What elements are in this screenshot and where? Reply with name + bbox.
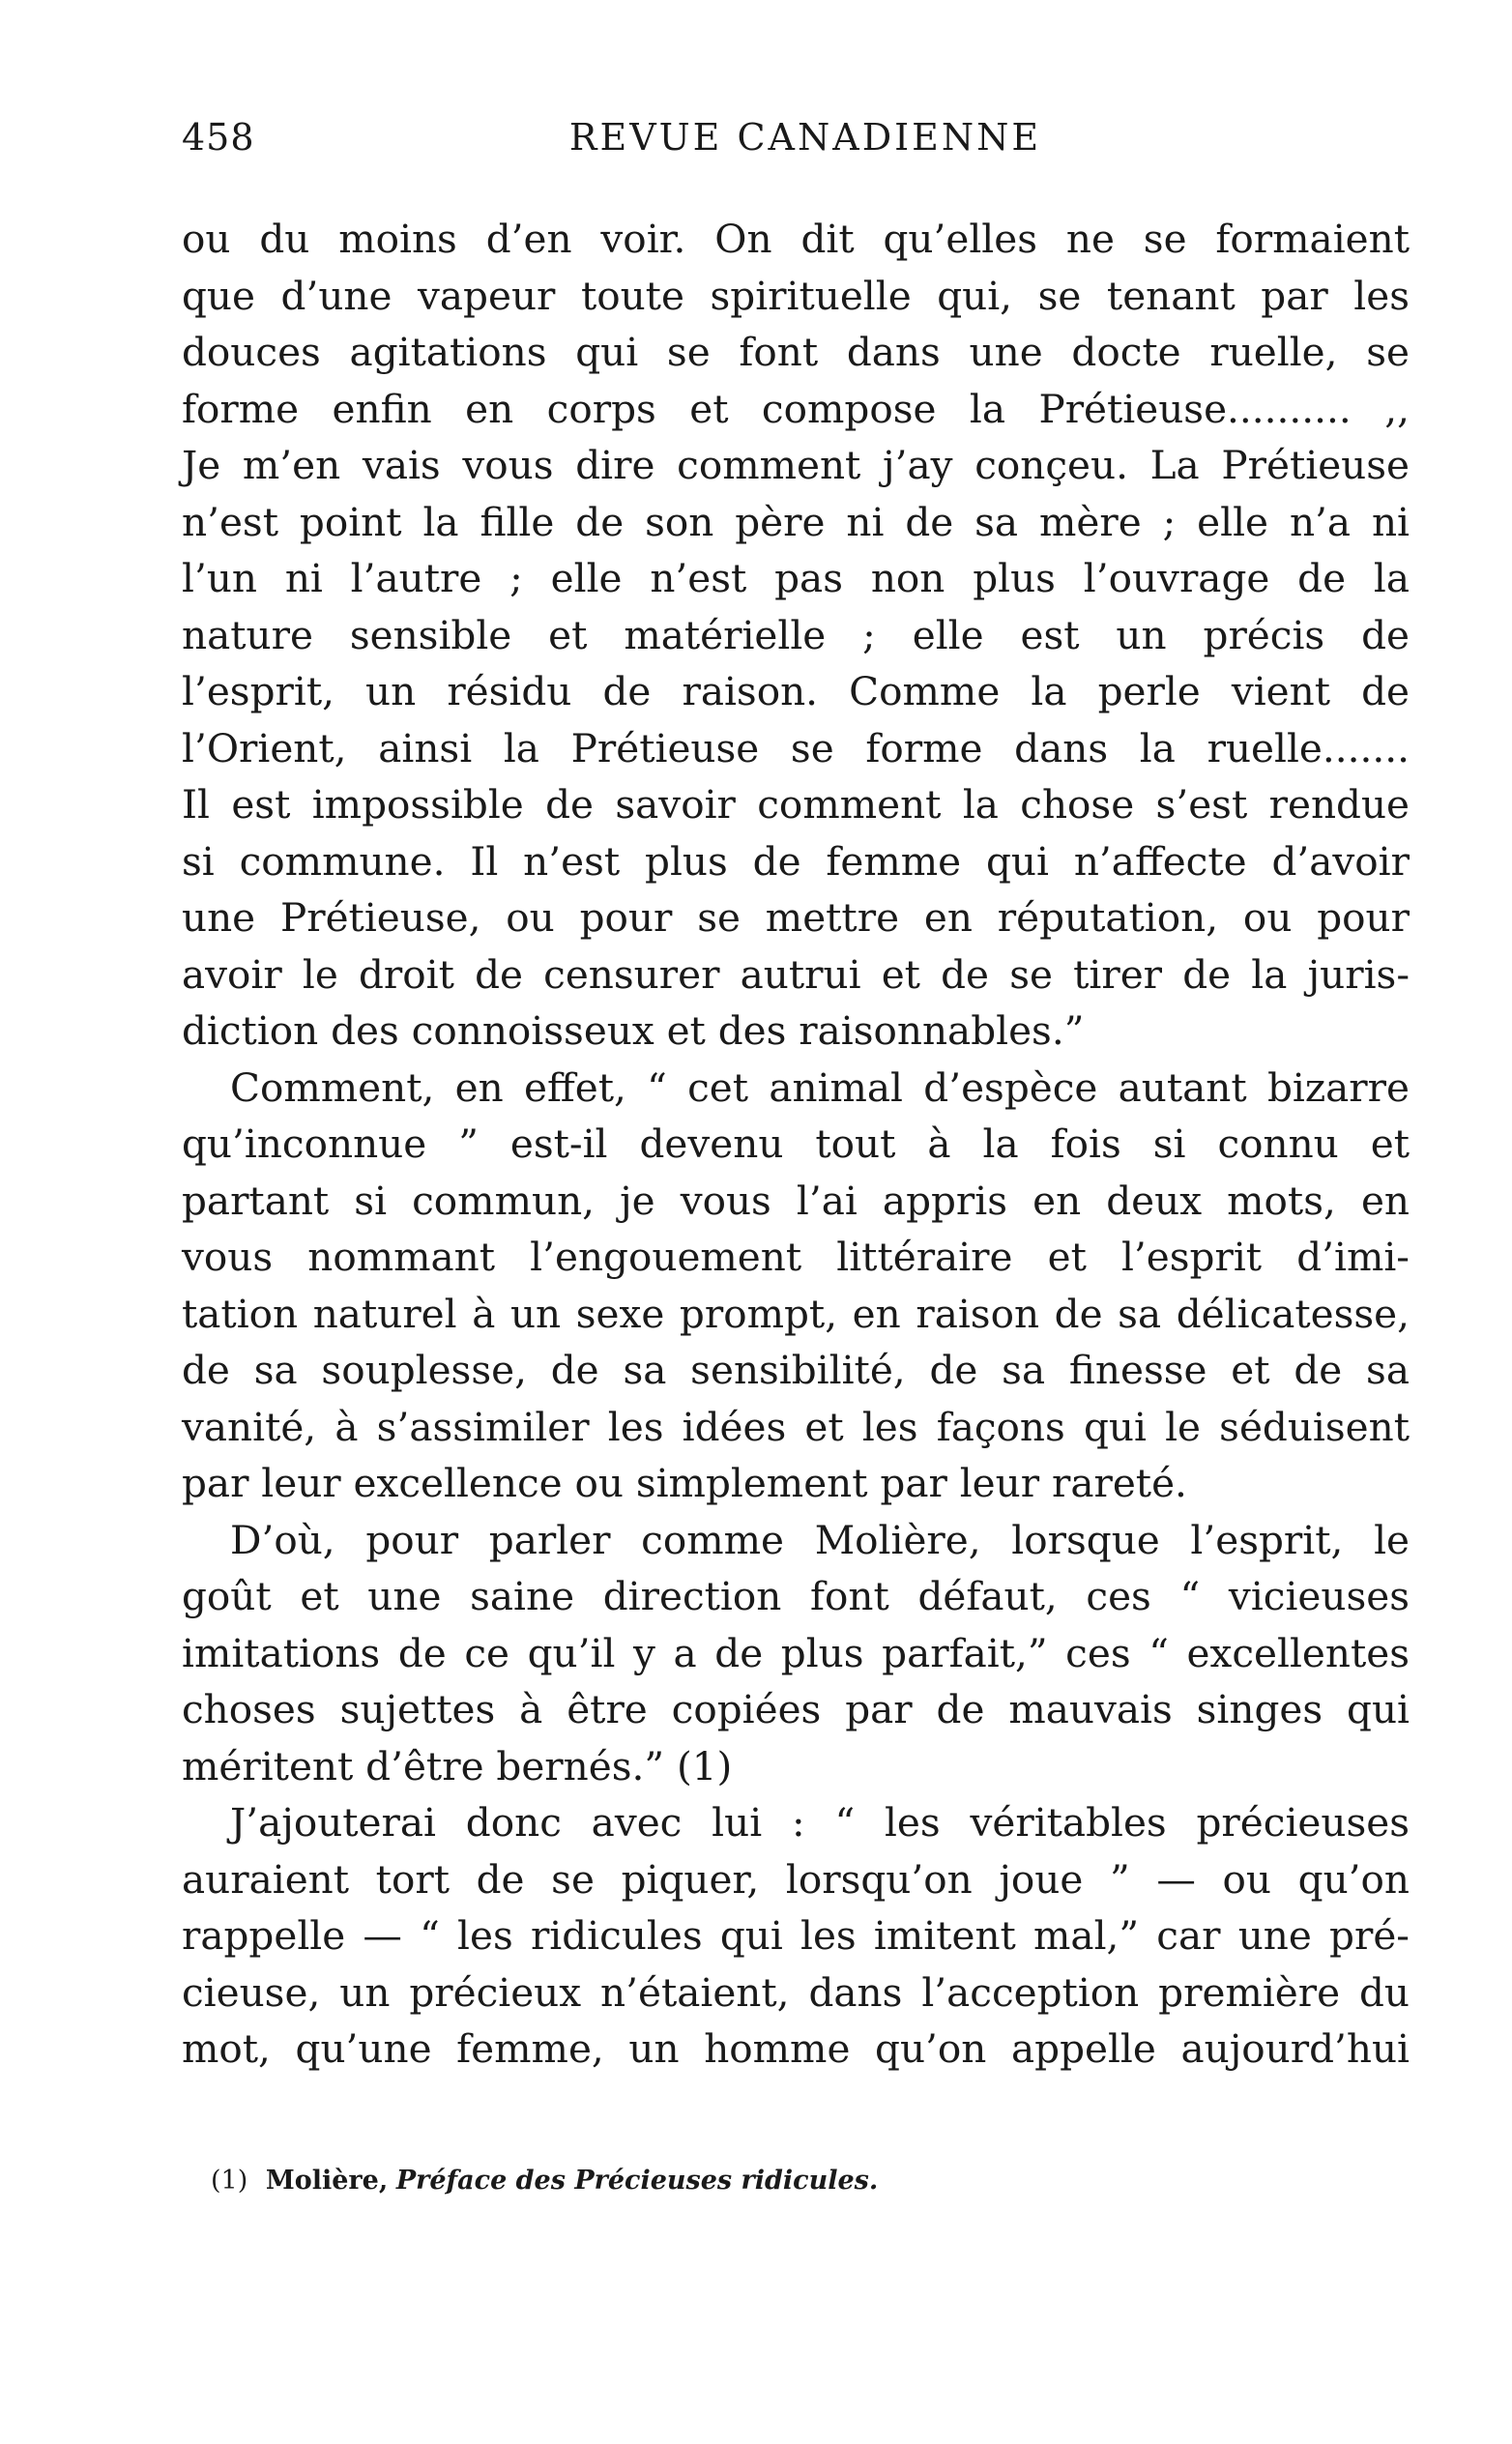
text-line: nature sensible et matérielle ; elle est un précis de [182,611,1410,658]
text-line: Il est impossible de savoir comment la chose s’est rendue [182,781,1410,828]
text-line: diction des connoisseux et des raisonnables.” [182,1007,1085,1054]
text-line: goût et une saine direction font défaut, ces “ vicieuses [182,1573,1410,1619]
text-line: l’Orient, ainsi la Prétieuse se forme dans la ruelle....... [182,724,1410,771]
text-line: vous nommant l’engouement littéraire et l’esprit d’imi- [182,1234,1410,1280]
footnote-author: Molière, [265,2166,389,2196]
text-line: que d’une vapeur toute spirituelle qui, se tenant par les [182,272,1410,319]
footnote-marker: (1) [211,2166,248,2196]
text-line: qu’inconnue ” est-il devenu tout à la fois si connu et [182,1120,1410,1167]
text-line: avoir le droit de censurer autrui et de se tirer de la juris- [182,950,1410,998]
text-line: choses sujettes à être copiées par de mauvais singes qui [182,1686,1410,1732]
text-line: l’esprit, un résidu de raison. Comme la perle vient de [182,668,1410,714]
text-line: si commune. Il n’est plus de femme qui n’affecte d’avoir [182,837,1410,885]
text-line: imitations de ce qu’il y a de plus parfait,” ces “ excellentes [182,1629,1410,1676]
text-line: forme enfin en corps et compose la Prétieuse.......... ,, [182,385,1410,432]
text-line: par leur excellence ou simplement par leur rareté. [182,1460,1187,1506]
body-text [182,211,1410,2078]
text-line: une Prétieuse, ou pour se mettre en réputation, ou pour [182,894,1410,941]
text-line: vanité, à s’assimiler les idées et les façons qui le séduisent [182,1403,1410,1450]
text-line: ou du moins d’en voir. On dit qu’elles ne se formaient [182,216,1410,262]
page-header [182,116,1410,174]
text-line: cieuse, un précieux n’étaient, dans l’acception première du [182,1968,1410,2016]
text-line: auraient tort de se piquer, lorsqu’on joue ” — ou qu’on [182,1855,1410,1903]
text-line: mot, qu’une femme, un homme qu’on appelle aujourd’hui [182,2025,1410,2072]
text-line: douces agitations qui se font dans une docte ruelle, se [182,329,1410,375]
text-line: méritent d’être bernés.” (1) [182,1742,733,1789]
footnote-title: Préface des Précieuses ridicules. [395,2166,879,2196]
paragraph-start-line: Comment, en effet, “ cet animal d’espèce autant bizarre [230,1063,1410,1111]
footnote [211,2164,1410,2198]
text-line: l’un ni l’autre ; elle n’est pas non plus l’ouvrage de la [182,555,1410,601]
paragraph-start-line: D’où, pour parler comme Molière, lorsque l’esprit, le [230,1516,1410,1563]
text-line: de sa souplesse, de sa sensibilité, de sa finesse et de sa [182,1347,1410,1393]
text-line: partant si commun, je vous l’ai appris en deux mots, en [182,1177,1410,1224]
page-number: 458 [182,116,255,159]
text-line: tation naturel à un sexe prompt, en raison de sa délicatesse, [182,1290,1410,1337]
text-line: rappelle — “ les ridicules qui les imitent mal,” car une pré- [182,1912,1410,1959]
text-line: n’est point la fille de son père ni de sa mère ; elle n’a ni [182,498,1410,545]
paragraph-start-line: J’ajouterai donc avec lui : “ les véritables précieuses [230,1799,1410,1846]
text-line: Je m’en vais vous dire comment j’ay conçeu. La Prétieuse [182,442,1410,488]
running-title: REVUE CANADIENNE [568,116,1042,159]
